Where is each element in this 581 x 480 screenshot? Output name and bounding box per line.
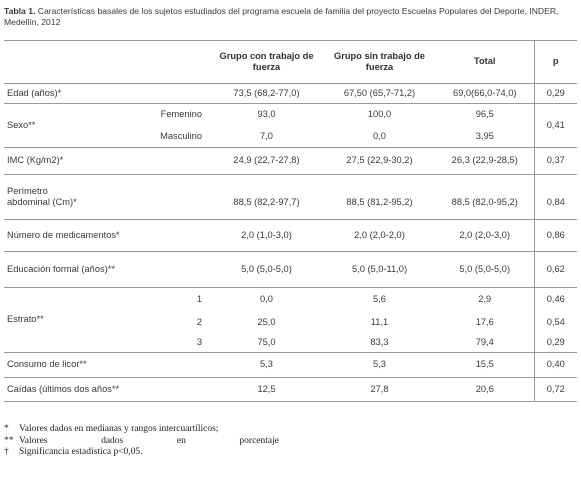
cell-value: 3,95 xyxy=(436,126,534,148)
header-total: Total xyxy=(436,41,534,84)
cell-p: 0,84 xyxy=(534,175,577,220)
header-con-fuerza: Grupo con trabajo de fuerza xyxy=(210,41,323,84)
table-header-row xyxy=(4,41,577,84)
cell-value: 25,0 xyxy=(257,316,276,327)
row-label-line-1: Perímetro xyxy=(7,185,48,196)
cell-p: 0,29 xyxy=(534,334,577,353)
cell-value: 67,50 (65,7-71,2) xyxy=(323,84,436,104)
cell-value: 17,6 xyxy=(475,316,494,327)
cell-value: 11,1 xyxy=(370,316,389,327)
cell-value: 2,0 (2,0-2,0) xyxy=(323,220,436,252)
cell-p: 0,46 xyxy=(534,288,577,312)
cell-value: 88,5 (81,2-95,2) xyxy=(323,175,436,220)
cell-value: 27,5 (22,9-30,2) xyxy=(323,148,436,175)
footnote-word: Valores xyxy=(19,435,48,446)
table-row xyxy=(4,252,577,288)
cell-value: 27,8 xyxy=(323,378,436,402)
cell-value: 2,0 (1,0-3,0) xyxy=(210,220,323,252)
cell-value: 5,3 xyxy=(210,353,323,378)
cell-value: 5,6 xyxy=(373,294,386,304)
cell-value: 96,5 xyxy=(475,109,494,119)
table-row xyxy=(4,220,577,252)
table-footnotes xyxy=(4,424,304,459)
header-p: p xyxy=(534,41,577,84)
cell-p: 0,54 xyxy=(534,312,577,334)
cell-value: 88,5 (82,0-95,2) xyxy=(436,175,534,220)
sub-label: 2 xyxy=(196,316,202,327)
cell-p: 0,37 xyxy=(534,148,577,175)
caption-label: Tabla 1. xyxy=(4,6,36,16)
footnote-text: Valores dados en medianas y rangos intercuartílicos; xyxy=(19,424,219,434)
row-label: Consumo de licor** xyxy=(4,353,210,378)
cell-p: 0,40 xyxy=(534,353,577,378)
footnote-text xyxy=(19,436,279,448)
footnote-word: en xyxy=(176,435,186,446)
cell-value: 20,6 xyxy=(436,378,534,402)
footnote-mark: * xyxy=(4,424,9,434)
cell-value: 5,0 (5,0-5,0) xyxy=(210,252,323,288)
sub-label: Femenino xyxy=(160,109,202,119)
cell-value: 73,5 (68,2-77,0) xyxy=(210,84,323,104)
row-label: Número de medicamentos* xyxy=(4,220,210,252)
cell-p: 0,62 xyxy=(534,252,577,288)
footnote-word: dados xyxy=(101,435,124,446)
cell-value: 83,3 xyxy=(323,334,436,353)
footnote-mark: † xyxy=(4,447,9,458)
cell-value: 75,0 xyxy=(210,334,323,353)
cell-value: 5,0 (5,0-5,0) xyxy=(436,252,534,288)
row-label: Caídas (últimos dos años** xyxy=(4,378,210,402)
footnote xyxy=(4,424,304,436)
cell-value: 12,5 xyxy=(210,378,323,402)
cell-p: 0,72 xyxy=(534,378,577,402)
table-row xyxy=(4,148,577,175)
cell-p: 0,29 xyxy=(534,84,577,104)
cell-p: 0,86 xyxy=(534,220,577,252)
row-label: IMC (Kg/m2)* xyxy=(4,148,210,175)
table-row xyxy=(4,175,577,220)
table-row xyxy=(4,104,577,126)
sub-label: Masculino xyxy=(144,126,210,148)
cell-value: 100,0 xyxy=(367,109,392,119)
footnote-text: Significancia estadística p<0,05. xyxy=(19,447,143,458)
cell-value: 26,3 (22,9-28,5) xyxy=(436,148,534,175)
row-label: Sexo** xyxy=(4,104,144,148)
footnote xyxy=(4,447,304,459)
row-label xyxy=(4,175,210,220)
sub-label: 1 xyxy=(196,294,202,304)
row-label-line-2: abdominal (Cm)* xyxy=(7,197,77,207)
caption-text: Características basales de los sujetos estudiados del programa escuela de familia del proyecto Escuelas Populares del Deporte, INDER, Medellín, 2012 xyxy=(4,6,559,27)
cell-value: 79,4 xyxy=(436,334,534,353)
cell-value: 2,0 (2,0-3,0) xyxy=(436,220,534,252)
cell-value: 24,9 (22,7-27,8) xyxy=(210,148,323,175)
footnote xyxy=(4,436,304,448)
cell-value: 15,5 xyxy=(436,353,534,378)
table-row xyxy=(4,378,577,402)
characteristics-table xyxy=(4,40,577,402)
table-row xyxy=(4,353,577,378)
header-sin-fuerza: Grupo sin trabajo de fuerza xyxy=(323,41,436,84)
footnote-word: porcentaje xyxy=(239,435,279,446)
cell-value: 7,0 xyxy=(210,126,323,148)
table-caption xyxy=(4,6,577,28)
row-label: Educación formal (años)** xyxy=(4,252,210,288)
row-label: Edad (años)* xyxy=(4,84,210,104)
cell-value: 5,3 xyxy=(323,353,436,378)
table-row xyxy=(4,84,577,104)
footnote-mark: ** xyxy=(4,435,14,446)
cell-value: 2,9 xyxy=(478,294,492,304)
cell-value: 93,0 xyxy=(257,109,276,119)
cell-value: 0,0 xyxy=(260,294,273,304)
cell-p: 0,41 xyxy=(534,104,577,148)
row-label: Estrato** xyxy=(4,288,144,353)
table-row xyxy=(4,288,577,312)
cell-value: 88,5 (82,2-97,7) xyxy=(210,175,323,220)
cell-value: 69,0(66,0-74,0) xyxy=(436,84,534,104)
sub-label: 3 xyxy=(144,334,210,353)
cell-value: 0,0 xyxy=(323,126,436,148)
cell-value: 5,0 (5,0-11,0) xyxy=(323,252,436,288)
